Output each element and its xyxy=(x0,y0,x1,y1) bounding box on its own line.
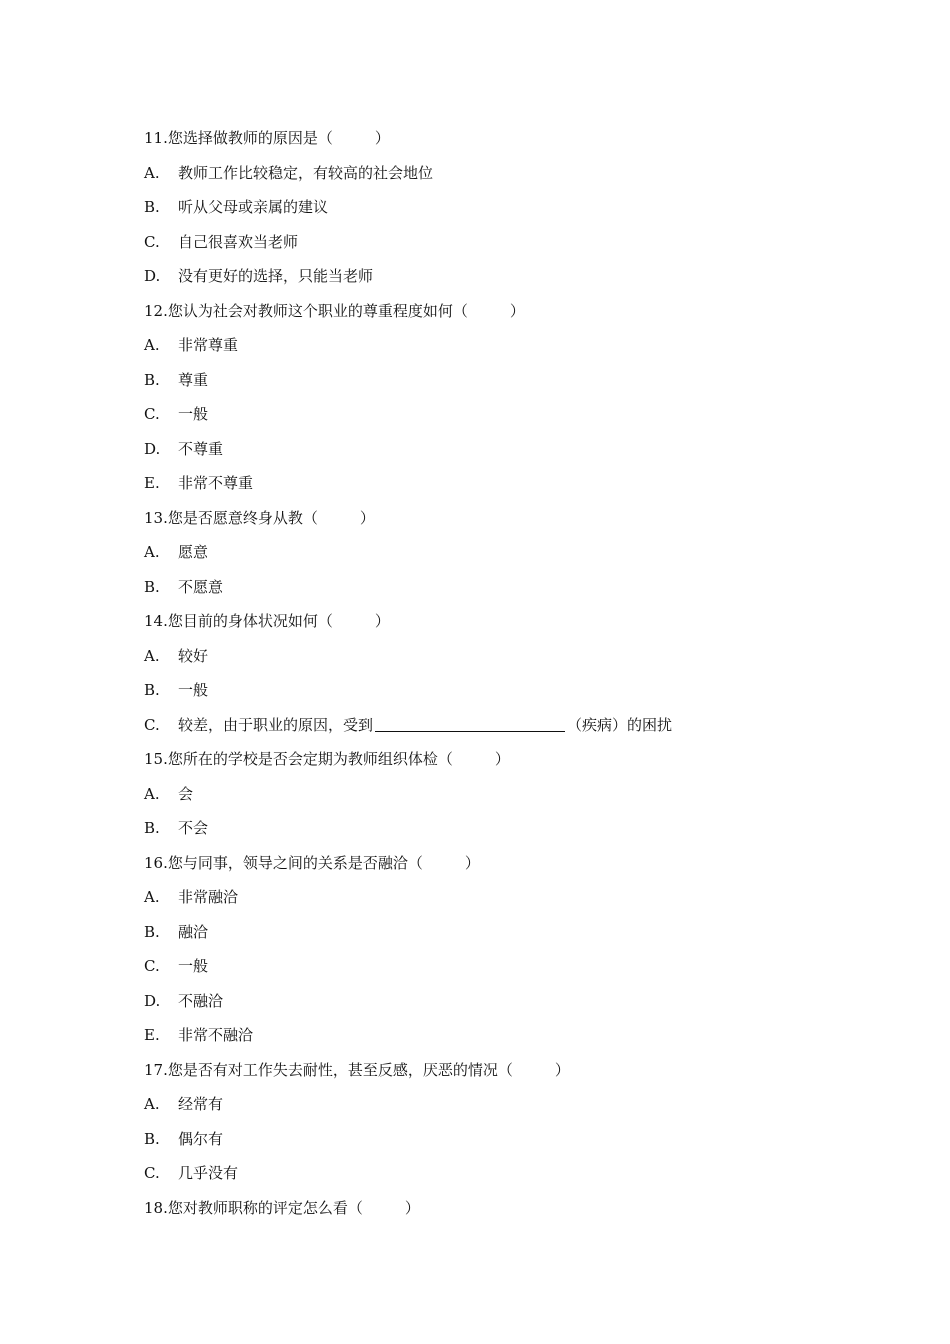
option-a xyxy=(144,782,824,817)
option-letter: A. xyxy=(144,646,160,665)
option-text: 一般 xyxy=(178,405,209,423)
option-b xyxy=(144,678,824,713)
option-text: 不融洽 xyxy=(178,991,224,1010)
option-e xyxy=(144,471,824,506)
close-paren: ） xyxy=(494,750,510,768)
option-c xyxy=(144,402,824,437)
option-text: 尊重 xyxy=(178,370,209,389)
option-text: 非常不尊重 xyxy=(178,474,254,492)
option-text: 听从父母或亲属的建议 xyxy=(178,198,329,216)
option-a xyxy=(144,161,824,196)
option-c xyxy=(144,1161,824,1196)
option-letter: A. xyxy=(144,888,160,906)
option-d xyxy=(144,989,824,1024)
option-text: 非常不融洽 xyxy=(178,1026,254,1044)
question-15 xyxy=(144,747,824,782)
option-c xyxy=(144,230,824,265)
question-13 xyxy=(144,506,824,541)
question-12 xyxy=(144,299,824,334)
option-letter: D. xyxy=(144,267,161,285)
option-letter: C. xyxy=(144,1164,160,1182)
option-text: 较差，由于职业的原因，受到 xyxy=(178,715,374,734)
close-paren: ） xyxy=(404,1198,420,1217)
option-text: 愿意 xyxy=(178,543,209,561)
option-text: 偶尔有 xyxy=(178,1129,224,1148)
question-18 xyxy=(144,1196,824,1231)
option-letter: B. xyxy=(144,1129,160,1148)
close-paren: ） xyxy=(374,129,390,147)
question-text: 您是否有对工作失去耐性，甚至反感，厌恶的情况（ xyxy=(167,1060,513,1079)
option-letter: B. xyxy=(144,577,160,596)
question-text: 您选择做教师的原因是（ xyxy=(167,129,333,147)
question-11 xyxy=(144,126,824,161)
option-letter: E. xyxy=(144,474,160,492)
question-number: 18. xyxy=(144,1198,168,1217)
option-letter: D. xyxy=(144,439,161,458)
option-c xyxy=(144,954,824,989)
option-letter: C. xyxy=(144,957,160,975)
option-a xyxy=(144,540,824,575)
option-text: 没有更好的选择，只能当老师 xyxy=(178,267,374,285)
question-number: 12. xyxy=(144,301,168,320)
option-text-after-blank: （疾病）的困扰 xyxy=(567,715,673,734)
option-b xyxy=(144,575,824,610)
option-letter: C. xyxy=(144,715,160,734)
question-text: 您与同事，领导之间的关系是否融洽（ xyxy=(167,853,423,872)
question-number: 15. xyxy=(144,750,168,768)
question-text: 您认为社会对教师这个职业的尊重程度如何（ xyxy=(167,301,468,320)
option-letter: E. xyxy=(144,1026,160,1044)
question-text: 您对教师职称的评定怎么看（ xyxy=(167,1198,363,1217)
option-letter: D. xyxy=(144,991,161,1010)
option-letter: A. xyxy=(144,543,160,561)
question-17 xyxy=(144,1058,824,1093)
option-letter: A. xyxy=(144,336,160,354)
option-text: 一般 xyxy=(178,681,209,699)
option-b xyxy=(144,368,824,403)
option-text: 几乎没有 xyxy=(178,1164,239,1182)
option-text: 较好 xyxy=(178,646,209,665)
close-paren: ） xyxy=(359,508,375,527)
option-letter: C. xyxy=(144,405,160,423)
option-letter: B. xyxy=(144,370,160,389)
option-text: 自己很喜欢当老师 xyxy=(178,232,299,251)
option-b xyxy=(144,816,824,851)
option-letter: A. xyxy=(144,163,160,182)
option-a xyxy=(144,333,824,368)
option-text: 不愿意 xyxy=(178,577,224,596)
option-b xyxy=(144,195,824,230)
close-paren: ） xyxy=(509,301,525,320)
question-number: 13. xyxy=(144,508,168,527)
option-a xyxy=(144,885,824,920)
option-c xyxy=(144,713,824,748)
question-14 xyxy=(144,609,824,644)
question-text: 您所在的学校是否会定期为教师组织体检（ xyxy=(167,750,453,768)
option-a xyxy=(144,644,824,679)
option-letter: C. xyxy=(144,232,160,251)
question-number: 11. xyxy=(144,129,168,147)
option-text: 非常融洽 xyxy=(178,888,239,906)
option-text: 非常尊重 xyxy=(178,336,239,354)
option-letter: B. xyxy=(144,681,160,699)
option-letter: A. xyxy=(144,1095,160,1113)
question-number: 17. xyxy=(144,1060,168,1079)
option-letter: B. xyxy=(144,819,160,837)
option-a xyxy=(144,1092,824,1127)
question-number: 14. xyxy=(144,612,168,630)
close-paren: ） xyxy=(554,1060,570,1079)
question-16 xyxy=(144,851,824,886)
option-text: 经常有 xyxy=(178,1095,224,1113)
option-d xyxy=(144,264,824,299)
option-e xyxy=(144,1023,824,1058)
option-d xyxy=(144,437,824,472)
close-paren: ） xyxy=(374,612,390,630)
option-letter: B. xyxy=(144,198,160,216)
option-b xyxy=(144,920,824,955)
option-text: 不尊重 xyxy=(178,439,224,458)
questionnaire xyxy=(144,126,824,1230)
option-letter: A. xyxy=(144,784,160,803)
option-text: 不会 xyxy=(178,819,209,837)
fill-in-blank[interactable] xyxy=(375,715,565,732)
option-text: 教师工作比较稳定，有较高的社会地位 xyxy=(178,163,434,182)
option-text: 一般 xyxy=(178,957,209,975)
question-text: 您目前的身体状况如何（ xyxy=(167,612,333,630)
option-text: 融洽 xyxy=(178,922,209,941)
question-text: 您是否愿意终身从教（ xyxy=(167,508,318,527)
question-number: 16. xyxy=(144,853,168,872)
option-letter: B. xyxy=(144,922,160,941)
close-paren: ） xyxy=(464,853,480,872)
option-text: 会 xyxy=(178,784,194,803)
option-b xyxy=(144,1127,824,1162)
